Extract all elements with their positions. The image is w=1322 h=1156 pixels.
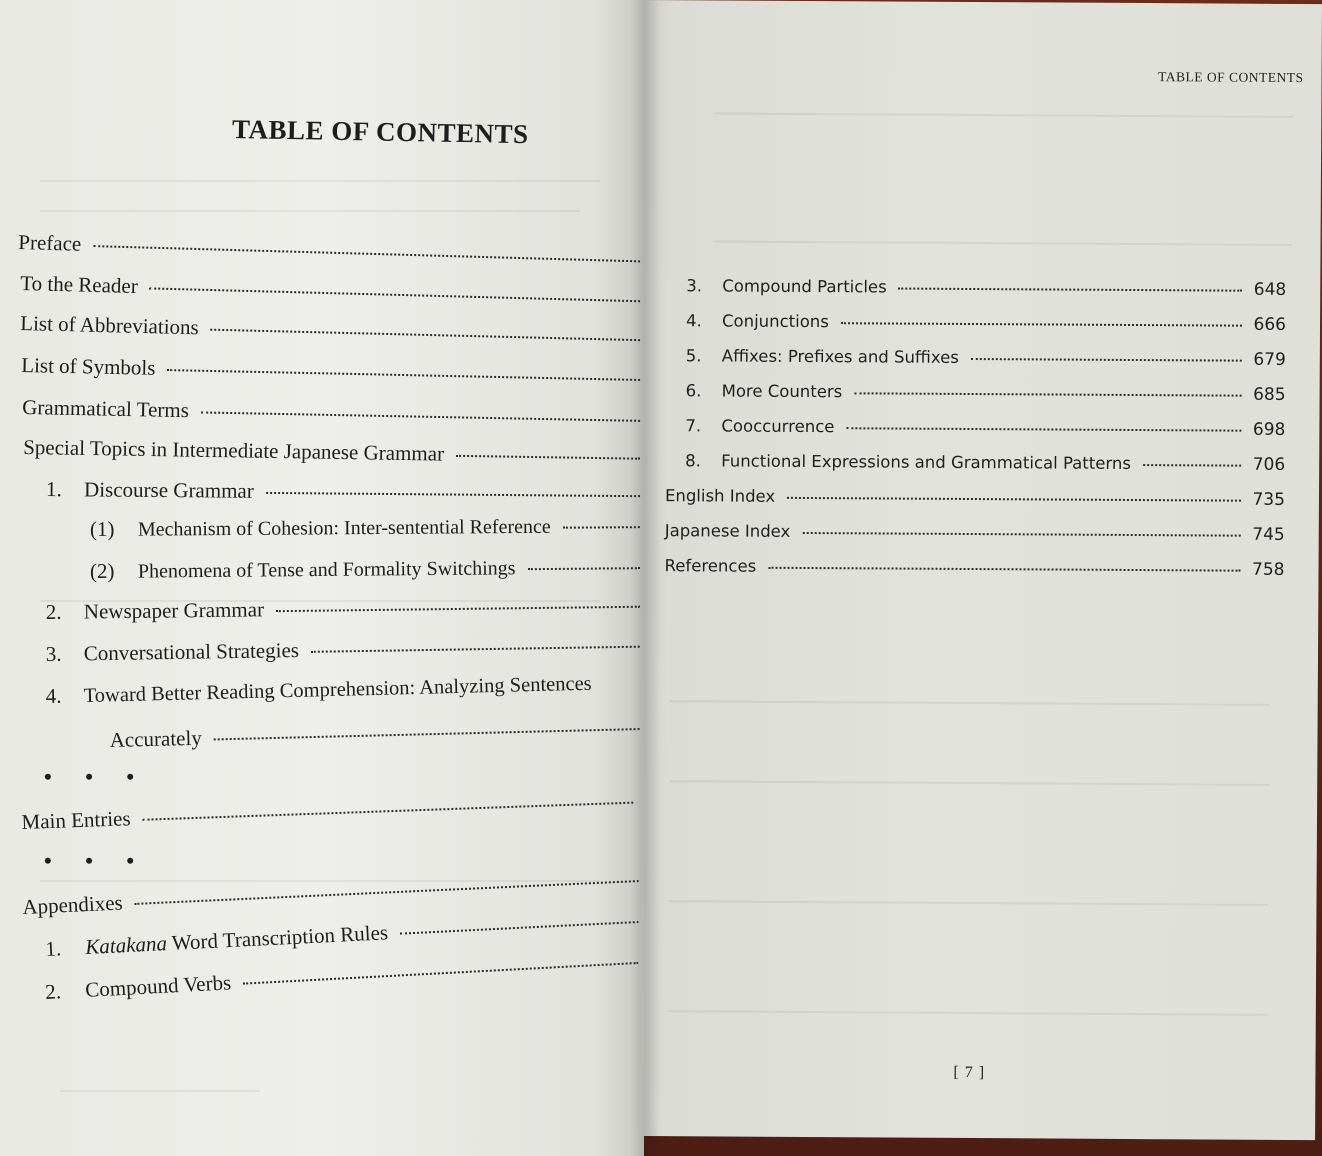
toc-entry-number: (1) xyxy=(89,516,115,541)
toc-entry-label: Functional Expressions and Grammatical Patterns xyxy=(721,451,1132,473)
dot-leader xyxy=(787,497,1241,502)
toc-entry-label: Toward Better Reading Comprehension: Analyzing Sentences xyxy=(83,672,592,708)
toc-entry-label: References xyxy=(664,556,757,576)
toc-entry-english-index[interactable] xyxy=(665,486,1285,510)
toc-page-number: 685 xyxy=(1253,384,1286,405)
dot-leader xyxy=(456,455,640,460)
toc-entry-label: Affixes: Prefixes and Suffixes xyxy=(721,346,959,367)
toc-entry-label: Preface xyxy=(18,230,82,256)
toc-entry-label: Cooccurrence xyxy=(721,416,835,437)
toc-entry-label: Japanese Index xyxy=(664,521,791,541)
toc-entry-label: To the Reader xyxy=(20,271,139,299)
toc-entry-number: 1. xyxy=(44,936,62,962)
dot-leader xyxy=(135,880,639,905)
toc-entry-label: English Index xyxy=(664,486,776,506)
toc-title: TABLE OF CONTENTS xyxy=(231,114,529,150)
dot-leader xyxy=(201,411,640,421)
toc-entry-italic-term: Katakana xyxy=(84,931,168,960)
toc-entry-tense-formality[interactable] xyxy=(90,554,640,584)
toc-page-number: 745 xyxy=(1252,524,1285,545)
toc-page-number: 648 xyxy=(1253,279,1287,300)
toc-page-number: 679 xyxy=(1253,349,1286,370)
toc-entry-label: Accurately xyxy=(109,725,203,753)
dot-leader xyxy=(400,921,639,935)
toc-entry-number: (2) xyxy=(89,558,115,584)
running-header: TABLE OF CONTENTS xyxy=(1158,69,1304,86)
toc-entry-to-the-reader[interactable] xyxy=(20,271,640,312)
toc-page-number: 706 xyxy=(1252,454,1286,475)
dot-leader xyxy=(150,287,640,302)
dot-leader xyxy=(167,369,640,381)
dot-leader xyxy=(528,567,640,570)
toc-entry-grammatical-terms[interactable] xyxy=(22,395,640,432)
toc-entry-preface[interactable] xyxy=(18,230,640,272)
toc-entry-compound-particles[interactable] xyxy=(686,276,1286,300)
toc-entry-functional-expressions[interactable] xyxy=(685,451,1285,475)
dot-leader xyxy=(214,728,640,740)
toc-entry-label: Compound Particles xyxy=(722,276,887,297)
toc-entry-label: Discourse Grammar xyxy=(84,477,254,503)
dot-leader xyxy=(93,245,640,262)
toc-entry-cooccurrence[interactable] xyxy=(685,416,1285,440)
toc-entry-label: Compound Verbs xyxy=(84,970,232,1002)
toc-entry-affixes[interactable] xyxy=(686,346,1286,370)
toc-entry-number: 4. xyxy=(685,311,702,331)
book-gutter xyxy=(630,0,660,1156)
dot-leader xyxy=(563,526,640,529)
toc-entry-label-rest: Word Transcription Rules xyxy=(166,920,389,956)
dot-leader xyxy=(841,322,1242,326)
toc-entry-number: 7. xyxy=(685,416,702,436)
toc-entry-main-entries[interactable] xyxy=(21,789,633,835)
toc-entry-abbreviations[interactable] xyxy=(20,311,640,351)
dot-leader xyxy=(971,358,1242,362)
dot-leader xyxy=(143,802,634,821)
toc-entry-label: Newspaper Grammar xyxy=(83,597,265,624)
ellipsis-marker: • • • xyxy=(44,848,149,873)
toc-entry-conjunctions[interactable] xyxy=(686,311,1286,335)
toc-entry-number: 1. xyxy=(46,477,62,502)
toc-entry-label: Grammatical Terms xyxy=(22,395,190,423)
toc-entry-label: Special Topics in Intermediate Japanese Grammar xyxy=(23,435,445,466)
toc-page-number: 698 xyxy=(1252,419,1286,440)
toc-entry-label: Appendixes xyxy=(21,890,124,920)
toc-entry-newspaper-grammar[interactable] xyxy=(46,593,640,625)
toc-entry-discourse-grammar[interactable] xyxy=(46,477,640,507)
toc-entry-reading-comprehension[interactable] xyxy=(45,669,639,709)
toc-entry-label: Conjunctions xyxy=(721,311,829,332)
dot-leader xyxy=(276,606,640,612)
toc-entry-number: 2. xyxy=(45,599,62,625)
toc-entry-label: List of Symbols xyxy=(21,353,156,380)
toc-entry-references[interactable] xyxy=(664,556,1284,580)
toc-entry-number: 8. xyxy=(685,451,701,471)
right-page xyxy=(637,0,1322,1140)
toc-page-number: 666 xyxy=(1253,314,1287,335)
toc-page-number: 758 xyxy=(1252,559,1285,580)
toc-page-number: 735 xyxy=(1252,489,1286,510)
dot-leader xyxy=(311,646,640,653)
toc-entry-number: 3. xyxy=(45,641,62,667)
dot-leader xyxy=(899,288,1243,292)
dot-leader xyxy=(846,427,1241,431)
toc-entry-more-counters[interactable] xyxy=(686,381,1286,405)
dot-leader xyxy=(802,532,1240,537)
toc-entry-number: 2. xyxy=(44,979,62,1005)
toc-entry-special-topics[interactable] xyxy=(23,435,640,470)
toc-entry-number: 6. xyxy=(685,381,702,401)
toc-entry-conversational-strategies[interactable] xyxy=(46,633,640,667)
toc-entry-number: 5. xyxy=(685,346,702,366)
toc-entry-number: 4. xyxy=(45,683,62,709)
toc-entry-symbols[interactable] xyxy=(21,353,640,391)
toc-entry-japanese-index[interactable] xyxy=(665,521,1285,545)
ellipsis-marker: • • • xyxy=(44,764,149,789)
dot-leader xyxy=(211,329,640,341)
left-page xyxy=(0,0,644,1156)
dot-leader xyxy=(243,962,639,985)
toc-entry-label: Mechanism of Cohesion: Inter-sentential Reference xyxy=(137,515,551,541)
page-number: [ 7 ] xyxy=(953,1063,986,1082)
toc-entry-label: Conversational Strategies xyxy=(83,638,300,666)
toc-entry-label: Phenomena of Tense and Formality Switchings xyxy=(137,557,516,583)
toc-entry-label: Main Entries xyxy=(21,806,131,835)
toc-entry-cohesion[interactable] xyxy=(90,513,640,542)
dot-leader xyxy=(768,567,1240,572)
toc-entry-number: 3. xyxy=(686,276,703,296)
toc-entry-label xyxy=(85,920,389,960)
toc-entry-accurately[interactable] xyxy=(109,715,639,753)
toc-entry-label: More Counters xyxy=(721,381,843,402)
dot-leader xyxy=(266,492,640,497)
toc-entry-label: List of Abbreviations xyxy=(20,311,200,340)
dot-leader xyxy=(1143,464,1241,467)
dot-leader xyxy=(854,392,1241,396)
